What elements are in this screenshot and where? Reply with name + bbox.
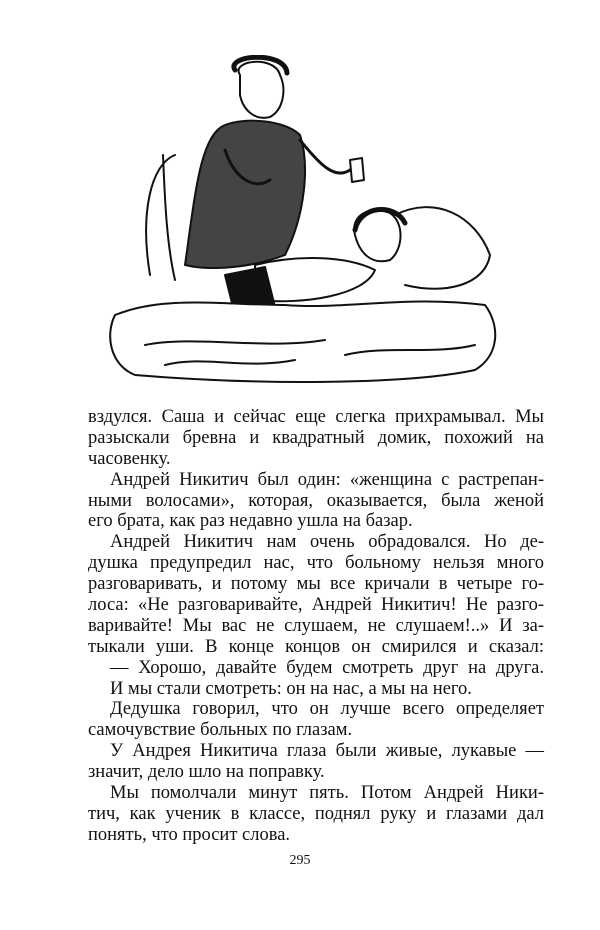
glass-icon [350, 158, 364, 182]
text-line: понять, что просит слова. [88, 824, 291, 845]
text-line: его брата, как раз недавно ушла на базар. [88, 511, 413, 532]
text-line: разговаривать, и потому мы все кричали в четыре го- [88, 574, 544, 595]
page-number: 295 [289, 853, 311, 868]
text-line: Дедушка говорил, что он лучше всего определяет [110, 699, 544, 720]
text-line: самочувствие больных по глазам. [88, 720, 353, 741]
text-line: часовенку. [88, 448, 171, 469]
text-line: разыскали бревна и квадратный домик, похожий на [88, 427, 544, 448]
text-line: варивайте! Мы вас не слушаем, не слушаем!..» И за- [88, 615, 544, 636]
text-line: Андрей Никитич нам очень обрадовался. Но де- [110, 532, 544, 553]
text-line: лоса: «Не разговаривайте, Андрей Никитич! Не разго- [88, 595, 544, 616]
text-line: — Хорошо, давайте будем смотреть друг на друга. [110, 657, 544, 678]
body-text [88, 407, 544, 846]
text-line: У Андрея Никитича глаза были живые, лукавые — [110, 741, 544, 762]
text-line: вздулся. Саша и сейчас еще слегка прихрамывал. Мы [88, 407, 544, 427]
text-line: душка предупредил нас, что больному нельзя много [88, 553, 544, 574]
text-line: ными волосами», которая, оказывается, была женой [88, 490, 544, 511]
text-line: И мы стали смотреть: он на нас, а мы на него. [110, 678, 472, 699]
chair-icon [146, 155, 175, 280]
illustration [105, 55, 505, 390]
text-line: Мы помолчали минут пять. Потом Андрей Ники- [110, 783, 544, 804]
text-line: Андрей Никитич был один: «женщина с растрепан- [110, 469, 544, 490]
text-line: тыкали уши. В конце концов он смирился и сказал: [88, 636, 544, 657]
text-line: тич, как ученик в классе, поднял руку и глазами дал [88, 803, 544, 824]
text-line: значит, дело шло на поправку. [88, 762, 325, 783]
